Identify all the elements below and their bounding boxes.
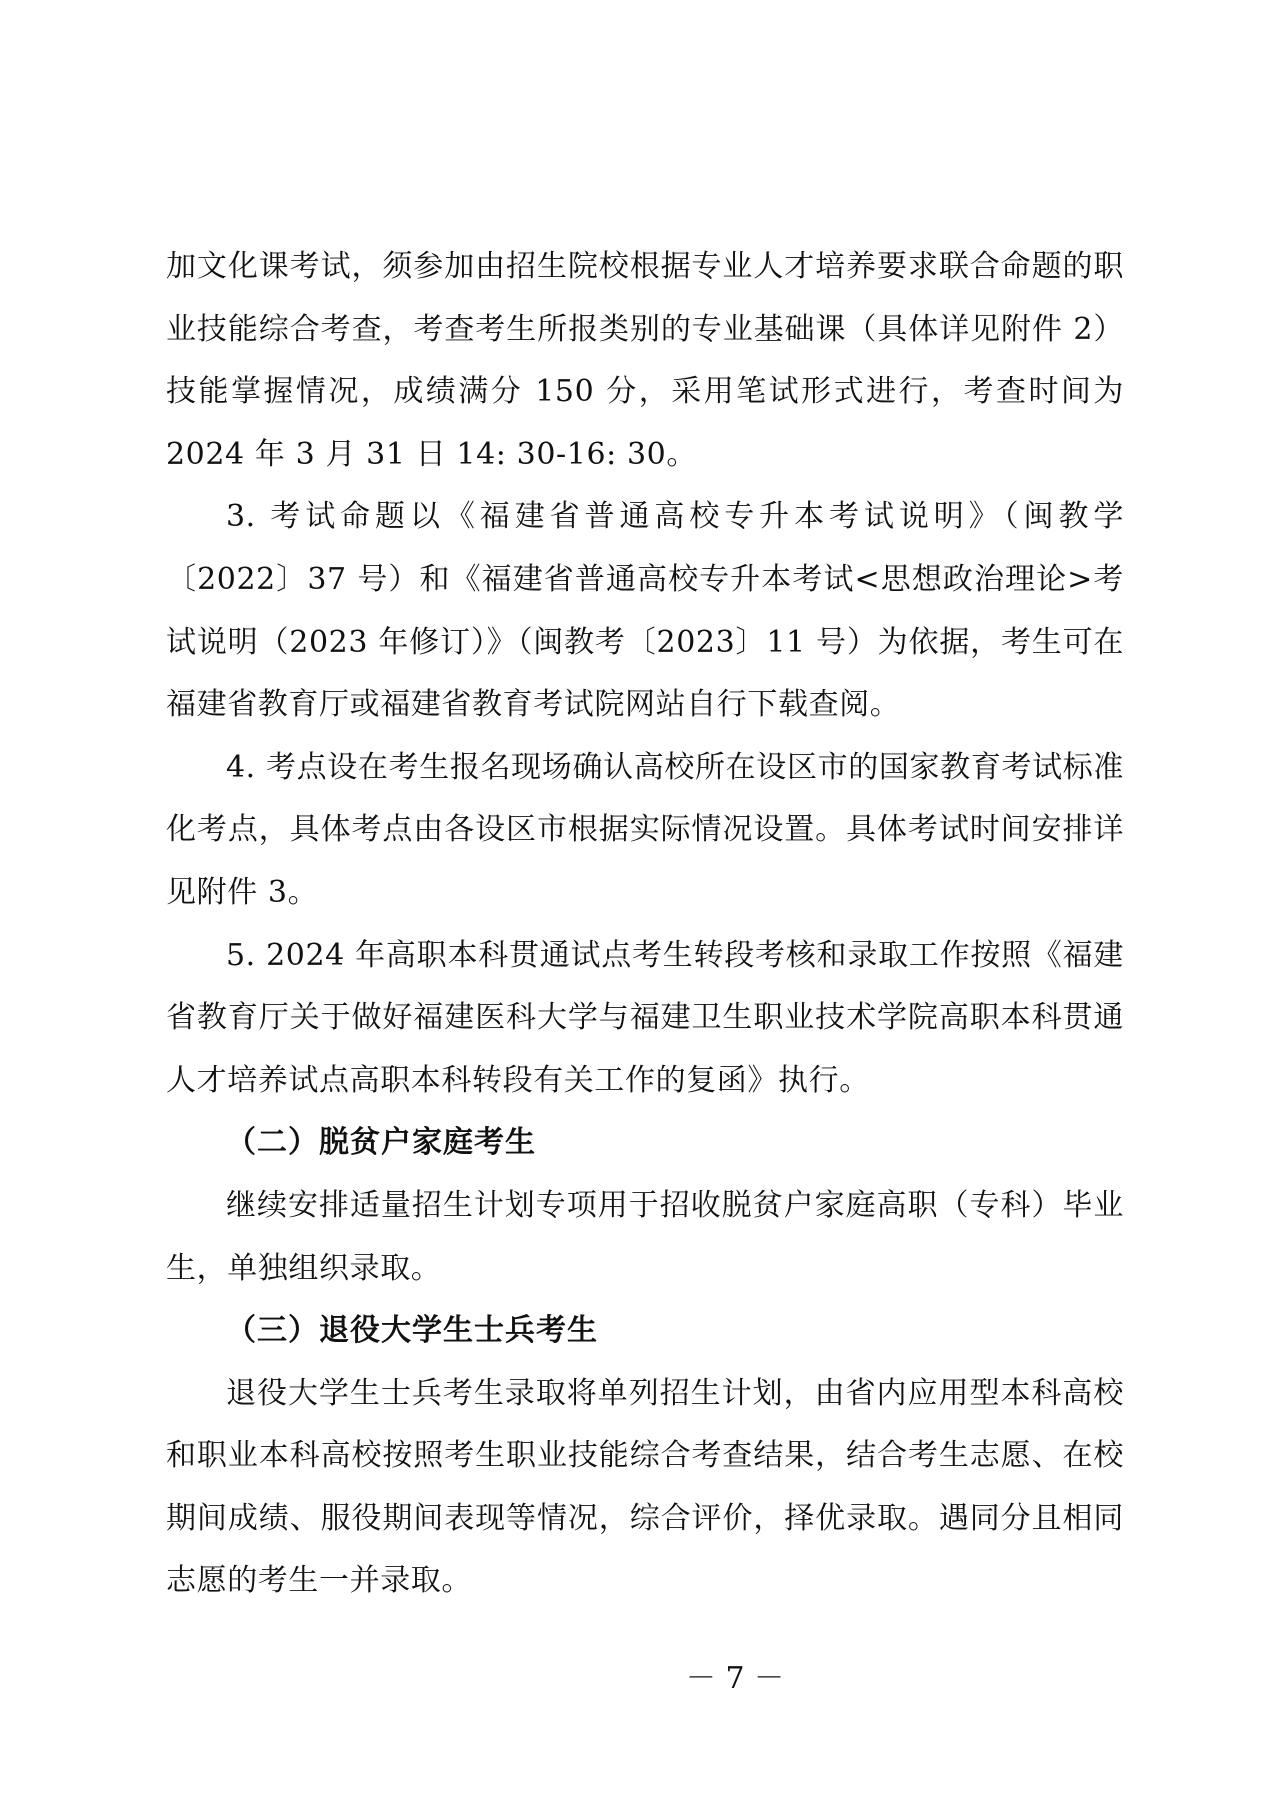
paragraph-item-4: 4. 考点设在考生报名现场确认高校所在设区市的国家教育考试标准化考点，具体考点由各设区市根据实际情况设置。具体考试时间安排详见附件 3。 — [166, 749, 1124, 910]
document-body — [166, 236, 1124, 1613]
page-number: － 7 － — [685, 1661, 785, 1696]
paragraph-poverty-households: 继续安排适量招生计划专项用于招收脱贫户家庭高职（专科）毕业生，单独组织录取。 — [166, 1187, 1124, 1286]
paragraph-item-5: 5. 2024 年高职本科贯通试点考生转段考核和录取工作按照《福建省教育厅关于做好福建医科大学与福建卫生职业技术学院高职本科贯通人才培养试点高职本科转段有关工作的复函》执行。 — [166, 937, 1124, 1098]
paragraph-veteran-students: 退役大学生士兵考生录取将单列招生计划，由省内应用型本科高校和职业本科高校按照考生职业技能综合考查结果，结合考生志愿、在校期间成绩、服役期间表现等情况，综合评价，择优录取。遇同分且相同志愿的考生一并录取。 — [166, 1375, 1124, 1599]
section-heading-veteran-students: （三）退役大学生士兵考生 — [226, 1313, 598, 1349]
paragraph-item-3: 3. 考试命题以《福建省普通高校专升本考试说明》（闽教学〔2022〕37 号）和《福建省普通高校专升本考试<思想政治理论>考试说明（2023 年修订）》（闽教考〔2023〕11 号）为依据，考生可在福建省教育厅或福建省教育考试院网站自行下载查阅。 — [166, 499, 1124, 723]
paragraph-exam-continuation: 加文化课考试，须参加由招生院校根据专业人才培养要求联合命题的职业技能综合考查，考查考生所报类别的专业基础课（具体详见附件 2）技能掌握情况，成绩满分 150 分，采用笔试形式进行，考查时间为 2024 年 3 月 31 日 14: 30-16: 30。 — [166, 249, 1124, 472]
section-heading-poverty-households: （二）脱贫户家庭考生 — [226, 1125, 536, 1161]
